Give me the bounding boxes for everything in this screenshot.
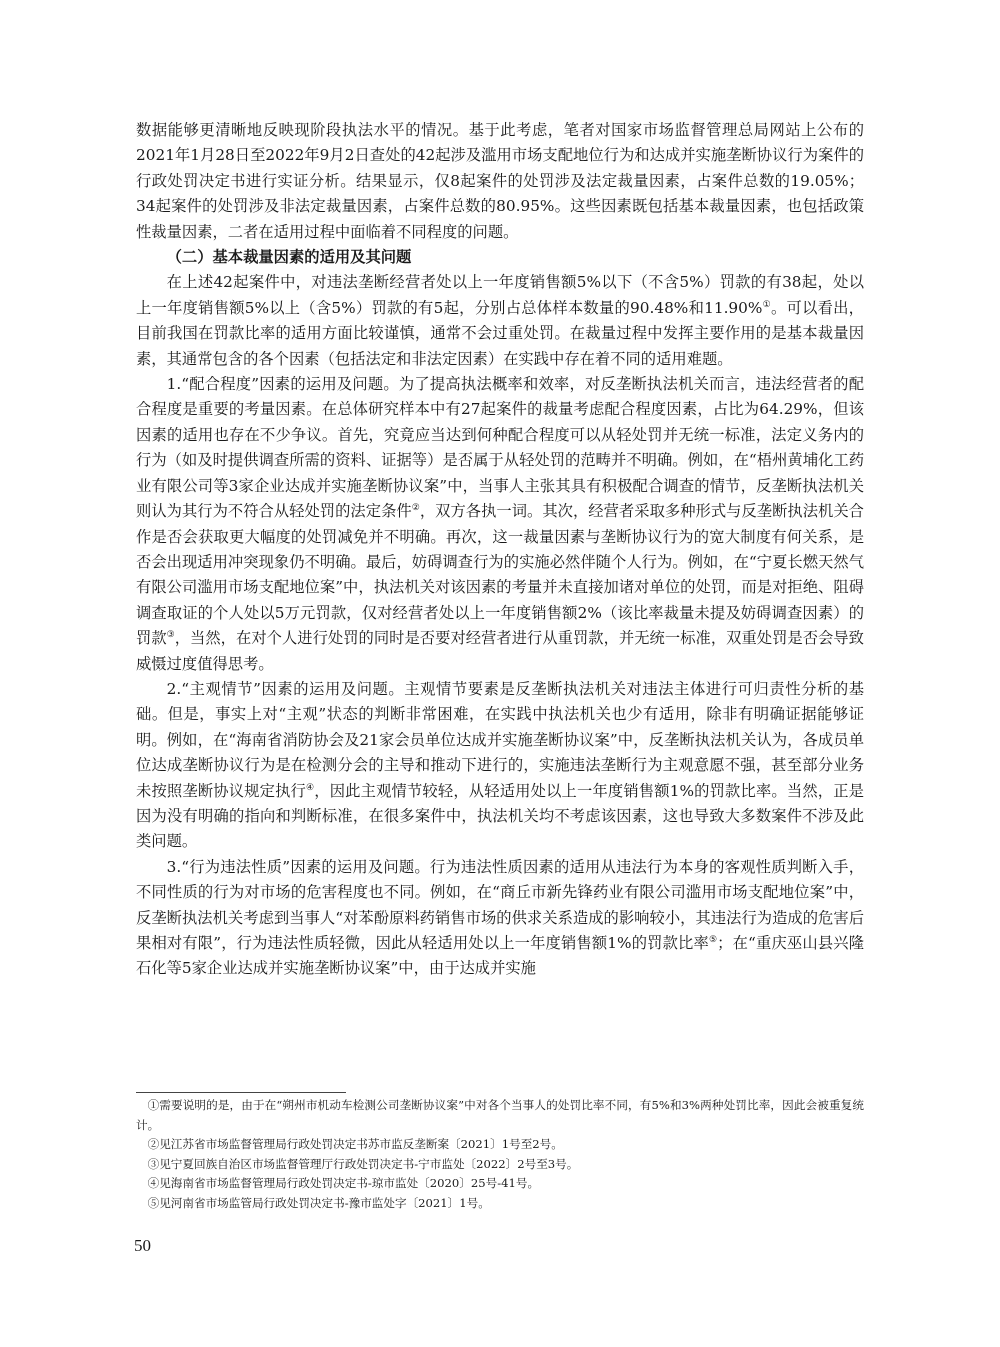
text-run: ，当然，在对个人进行处罚的同时是否要对经营者进行从重罚款，并无统一标准，双重处罚是否会导致威慑过度值得思考。 (136, 629, 864, 673)
paragraph-intro: 数据能够更清晰地反映现阶段执法水平的情况。基于此考虑，笔者对国家市场监督管理总局网站上公布的2021年1月28日至2022年9月2日查处的42起涉及滥用市场支配地位行为和达成并实施垄断协议行为案件的行政处罚决定书进行实证分析。结果显示，仅8起案件的处罚涉及法定裁量因素，占案件总数的19.05%；34起案件的处罚涉及非法定裁量因素，占案件总数的80.95%。这些因素既包括基本裁量因素，也包括政策性裁量因素，二者在适用过程中面临着不同程度的问题。 (136, 121, 864, 241)
footnote-ref-3[interactable]: ③ (166, 630, 175, 641)
footnote-ref-1[interactable]: ① (762, 299, 771, 310)
text-run: ；在“重庆巫山县兴隆石化等5家企业达成并实施垄断协议案”中，由于达成并实施 (136, 934, 864, 978)
footnote-2: ②见江苏省市场监督管理局行政处罚决定书苏市监反垄断案〔2021〕1号至2号。 (147, 1137, 563, 1152)
paragraph-subjective (136, 677, 864, 855)
text-run: 2.“主观情节”因素的运用及问题。主观情节要素是反垄断执法机关对违法主体进行可归责性分析的基础。但是，事实上对“主观”状态的判断非常困难，在实践中执法机关也少有适用，除非有明确证据能够证明。例如，在“海南省消防协会及21家会员单位达成并实施垄断协议案”中，反垄断执法机关认为，各成员单位达成垄断协议行为是在检测分会的主导和推动下进行的，实施违法垄断行为主观意愿不强，甚至部分业务未按照垄断协议规定执行 (136, 679, 864, 800)
footnote-ref-5[interactable]: ⑤ (708, 935, 718, 945)
footnote-ref-4[interactable]: ④ (306, 782, 315, 793)
footnote-1: ①需要说明的是，由于在“朔州市机动车检测公司垄断协议案”中对各个当事人的处罚比率不同，有5%和3%两种处罚比率，因此会被重复统计。 (136, 1098, 864, 1132)
section-heading: （二）基本裁量因素的适用及其问题 (166, 248, 412, 267)
footnote-5: ⑤见河南省市场监管局行政处罚决定书-豫市监处字〔2021〕1号。 (147, 1195, 490, 1210)
paragraph-cooperation (136, 372, 864, 677)
text-run: ，因此主观情节较轻，从轻适用处以上一年度销售额1%的罚款比率。当然，正是因为没有明确的指向和判断标准，在很多案件中，执法机关均不考虑该因素，这也导致大多数案件不涉及此类问题。 (136, 781, 864, 851)
footnotes (136, 1096, 864, 1214)
footnote-4: ④见海南省市场监督管理局行政处罚决定书-琼市监处〔2020〕25号-41号。 (147, 1176, 540, 1191)
text-run: 在上述42起案件中，对违法垄断经营者处以上一年度销售额5%以下（不含5%）罚款的有38起，处以上一年度销售额5%以上（含5%）罚款的有5起，分别占总体样本数量的90.48%和11.90% (136, 273, 864, 317)
footnote-3: ③见宁夏回族自治区市场监督管理厅行政处罚决定书-宁市监处〔2022〕2号至3号。 (147, 1156, 579, 1171)
text-run: ，双方各执一词。其次，经营者采取多种形式与反垄断执法机关合作是否会获取更大幅度的处罚减免并不明确。再次，这一裁量因素与垄断协议行为的宽大制度有何关系，是否会出现适用冲突现象仍不明确。最后，妨碍调查行为的实施必然伴随个人行为。例如，在“宁夏长燃天然气有限公司滥用市场支配地位案”中，执法机关对该因素的考量并未直接加诸对单位的处罚，而是对拒绝、阻碍调查取证的个人处以5万元罚款，仅对经营者处以上一年度销售额2%（该比率裁量未提及妨碍调查因素）的罚款 (136, 502, 864, 648)
paragraph-illegality (136, 855, 864, 982)
footnote-divider (136, 1092, 346, 1093)
text-run: 。可以看出，目前我国在罚款比率的适用方面比较谨慎，通常不会过重处罚。在裁量过程中发挥主要作用的是基本裁量因素，其通常包含的各个因素（包括法定和非法定因素）在实践中存在着不同的适用难题。 (136, 298, 864, 368)
page-number: 50 (134, 1236, 151, 1255)
text-run: 1.“配合程度”因素的运用及问题。为了提高执法概率和效率，对反垄断执法机关而言，违法经营者的配合程度是重要的考量因素。在总体研究样本中有27起案件的裁量考虑配合程度因素，占比为64.29%，但该因素的适用也存在不少争议。首先，究竟应当达到何种配合程度可以从轻处罚并无统一标准，法定义务内的行为（如及时提供调查所需的资料、证据等）是否属于从轻处罚的范畴并不明确。例如，在“梧州黄埔化工药业有限公司等3家企业达成并实施垄断协议案”中，当事人主张其具有积极配合调查的情节，反垄断执法机关则认为其行为不符合从轻处罚的法定条件 (136, 375, 864, 521)
text-run: 3.“行为违法性质”因素的运用及问题。行为违法性质因素的适用从违法行为本身的客观性质判断入手，不同性质的行为对市场的危害程度也不同。例如，在“商丘市新先锋药业有限公司滥用市场支配地位案”中，反垄断执法机关考虑到当事人“对苯酚原料药销售市场的供求关系造成的影响较小，其违法行为造成的危害后果相对有限”，行为违法性质轻微，因此从轻适用处以上一年度销售额1%的罚款比率 (136, 857, 864, 952)
main-text (136, 118, 864, 982)
footnote-ref-2[interactable]: ② (411, 503, 420, 514)
paragraph-overview (136, 270, 864, 372)
